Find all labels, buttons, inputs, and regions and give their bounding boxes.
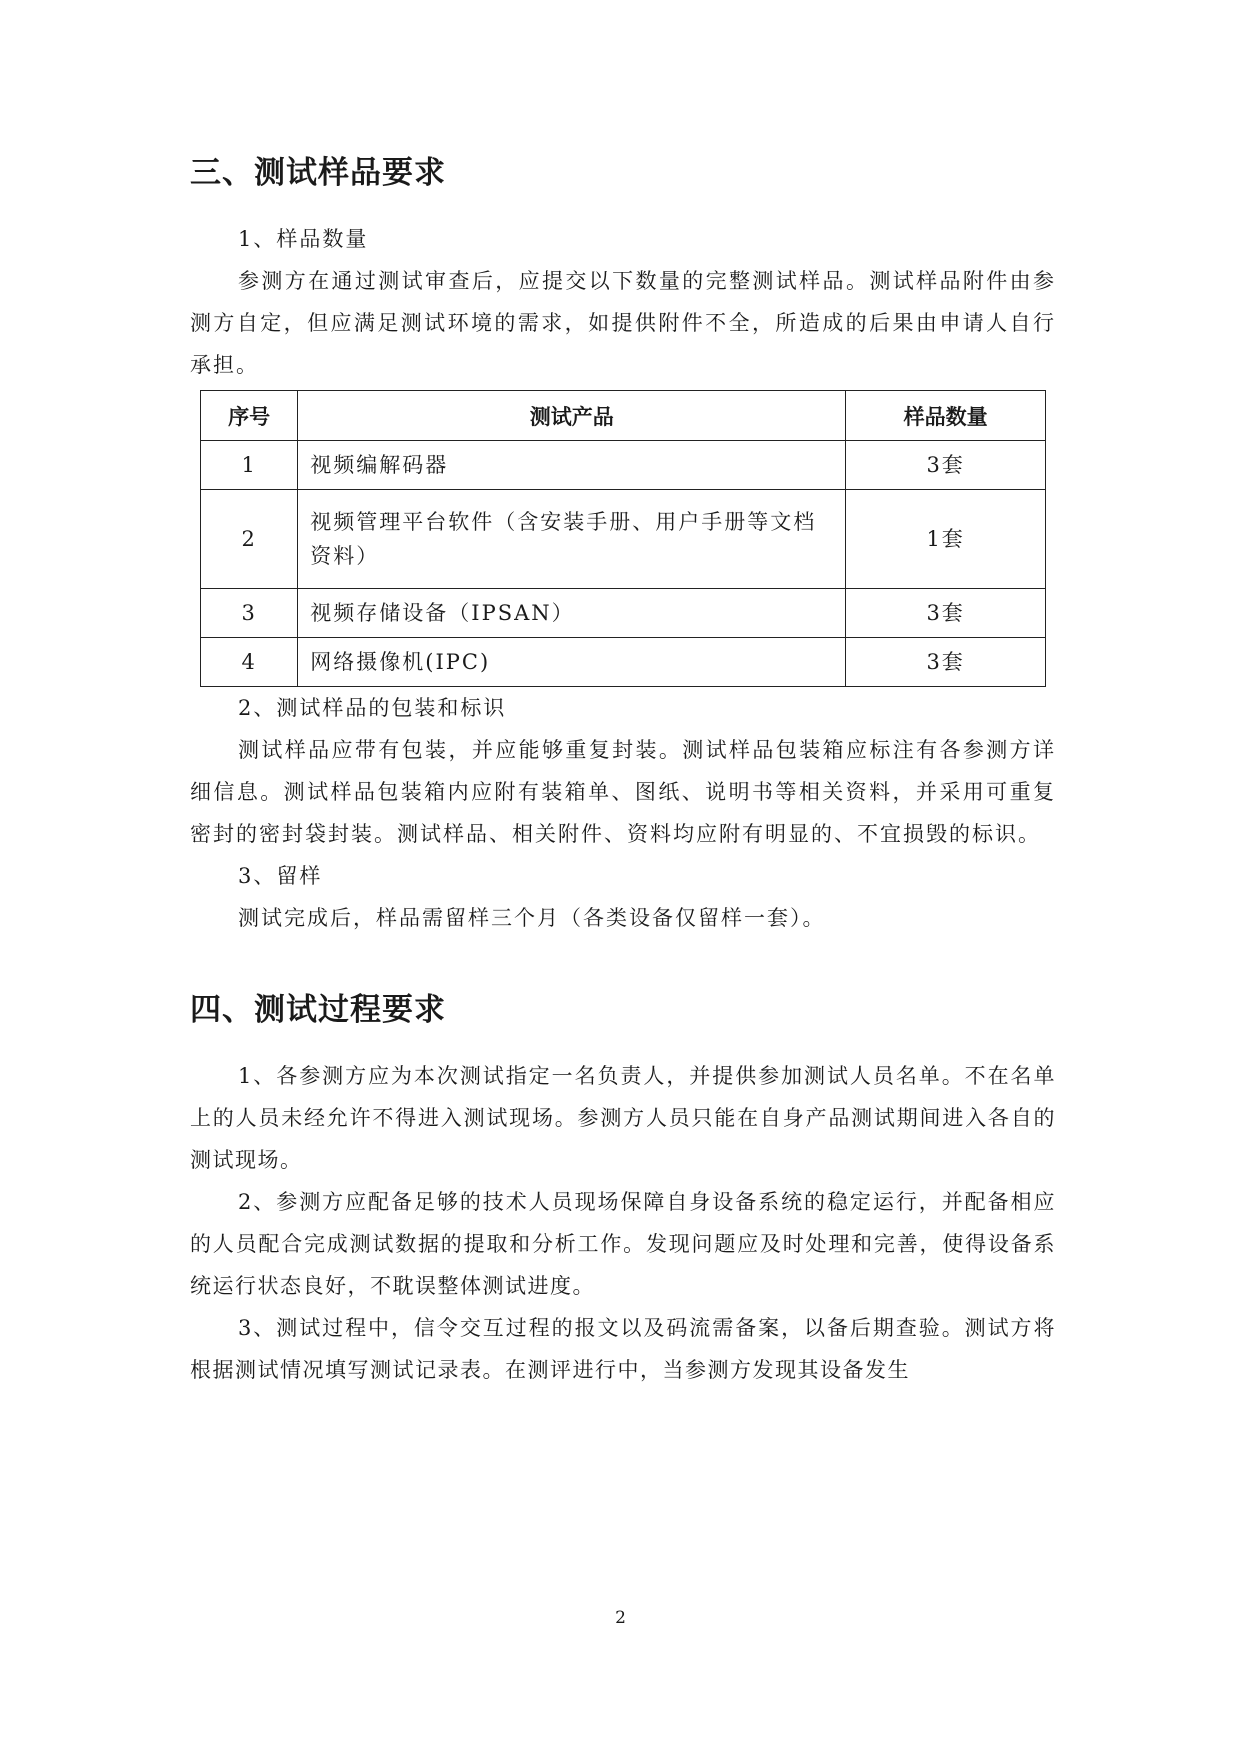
table-row	[201, 490, 1046, 589]
paragraph-process-1: 1、各参测方应为本次测试指定一名负责人，并提供参加测试人员名单。不在名单上的人员未经允许不得进入测试现场。参测方人员只能在自身产品测试期间进入各自的测试现场。	[190, 1064, 1056, 1172]
paragraph-sample-submission: 参测方在通过测试审查后，应提交以下数量的完整测试样品。测试样品附件由参测方自定，但应满足测试环境的需求，如提供附件不全，所造成的后果由申请人自行承担。	[190, 269, 1056, 377]
paragraph-retention: 测试完成后，样品需留样三个月（各类设备仅留样一套）。	[238, 906, 826, 930]
table-header-row	[201, 391, 1046, 441]
paragraph-packaging: 测试样品应带有包装，并应能够重复封装。测试样品包装箱应标注有各参测方详细信息。测试样品包装箱内应附有装箱单、图纸、说明书等相关资料，并采用可重复密封的密封袋封装。测试样品、相关附件、资料均应附有明显的、不宜损毁的标识。	[190, 738, 1056, 846]
cell-product: 网络摄像机(IPC)	[298, 638, 846, 687]
subheading-retention: 3、留样	[238, 864, 323, 888]
cell-serial-number: 1	[201, 441, 298, 490]
section-3-title: 三、测试样品要求	[190, 155, 446, 191]
page-number: 2	[615, 1608, 626, 1628]
cell-serial-number: 2	[201, 490, 298, 589]
cell-quantity: 1套	[846, 490, 1046, 589]
header-serial-number: 序号	[201, 391, 298, 441]
cell-product: 视频编解码器	[298, 441, 846, 490]
table-row	[201, 441, 1046, 490]
page-content	[190, 150, 1056, 1391]
subheading-packaging: 2、测试样品的包装和标识	[238, 696, 507, 720]
cell-serial-number: 3	[201, 589, 298, 638]
table-row	[201, 589, 1046, 638]
cell-quantity: 3套	[846, 441, 1046, 490]
sample-quantity-table	[200, 390, 1046, 687]
header-sample-quantity: 样品数量	[846, 391, 1046, 441]
section-4-title: 四、测试过程要求	[190, 992, 446, 1028]
subheading-sample-quantity: 1、样品数量	[238, 227, 369, 251]
paragraph-process-2: 2、参测方应配备足够的技术人员现场保障自身设备系统的稳定运行，并配备相应的人员配合完成测试数据的提取和分析工作。发现问题应及时处理和完善，使得设备系统运行状态良好，不耽误整体测试进度。	[190, 1190, 1056, 1298]
header-test-product: 测试产品	[298, 391, 846, 441]
cell-product: 视频存储设备（IPSAN）	[298, 589, 846, 638]
table-row	[201, 638, 1046, 687]
paragraph-process-3: 3、测试过程中，信令交互过程的报文以及码流需备案，以备后期查验。测试方将根据测试情况填写测试记录表。在测评进行中，当参测方发现其设备发生	[190, 1316, 1056, 1382]
cell-quantity: 3套	[846, 638, 1046, 687]
cell-product: 视频管理平台软件（含安装手册、用户手册等文档资料）	[298, 490, 846, 589]
cell-quantity: 3套	[846, 589, 1046, 638]
cell-serial-number: 4	[201, 638, 298, 687]
